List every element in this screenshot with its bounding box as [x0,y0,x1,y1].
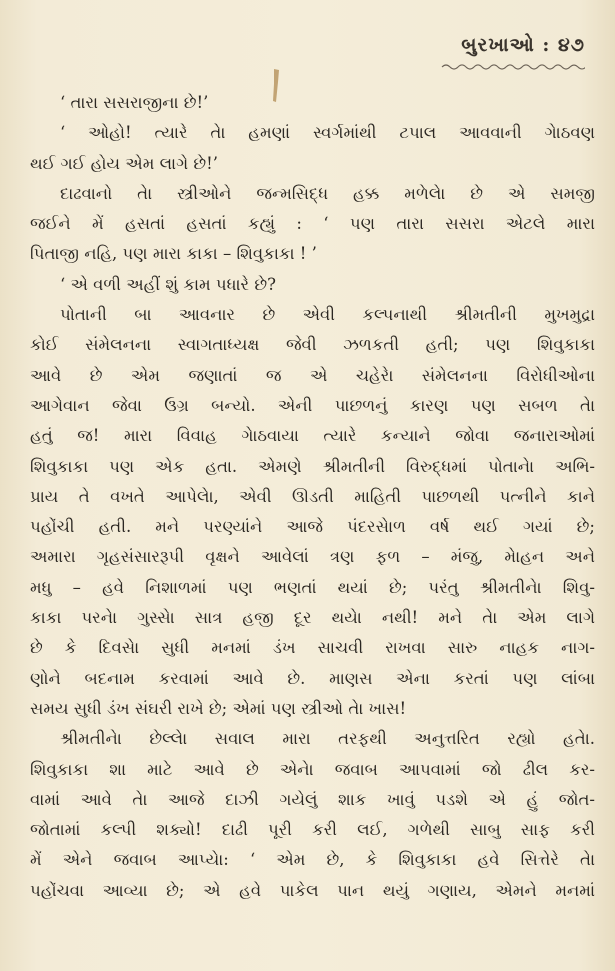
running-head: બુરખાઓ : ૪૭ [461,34,585,56]
text-line: આગેવાન જેવા ઉગ્ર બન્યો. એની પાછળનું કારણ પણ સબળ તેા [30,395,595,415]
text-line: હતું જ! મારા વિવાહ ગેાઠવાયા ત્યારે કન્યાને જોવા જનારાઓમાં [30,426,595,446]
text-line: મેં એને જવાબ આપ્યેા: ‘ એમ છે, કે શિવુકાકા હવે સિત્તેરે તેા [30,850,595,870]
text-line: સમય સુધી ડંખ સંઘરી રાખે છે; એમાં પણ સ્ત્રીઓ તેા ખાસ! [30,698,407,718]
text-line: વામાં આવે તેા આજે દાઝી ગયેલું શાક ખાવું પડશે એ હું જોત- [30,789,595,809]
text-line: આવે છે એમ જણાતાં જ એ ચહેરેા સંમેલનના વિરોધીઓના [30,365,595,385]
text-line: કાકા પરનેા ગુસ્સેા સાત્ર હજી દૂર થયેા નથી! મને તેા એમ લાગે [30,608,595,628]
text-line: પ્રાય તે વખતે આપેલેા, એવી ઊડતી માહિતી પાછળથી પત્નીને કાને [30,486,595,506]
text-line: ‘ ઓહો! ત્યારે તેા હમણાં સ્વર્ગમાંથી ટપાલ આવવાની ગેાઠવણ [60,123,595,143]
text-line: પહોંચવા આવ્યા છે; એ હવે પાકેલ પાન થયું ગણાય, એમને મનમાં [30,880,595,900]
header-ornament-rule [440,62,585,72]
text-line: છે કે દિવસેા સુધી મનમાં ડંખ સાચવી રાખવા સારુ નાહક નાગ- [30,638,595,658]
text-line: ‘ તારા સસરાજીના છે!’ [60,93,209,112]
text-line: શિવુકાકા પણ એક હતા. એમણે શ્રીમતીની વિરુદ્ધમાં પોતાનેા અભિ- [30,456,595,476]
text-line: પોતાની બા આવનાર છે એવી કલ્પનાથી શ્રીમતીની મુખમુદ્રા [60,305,595,325]
text-line: થઈ ગઈ હોય એમ લાગે છે!’ [30,153,219,173]
text-line: કોઈ સંમેલનના સ્વાગતાધ્યક્ષ જેવી ઝળકતી હતી; પણ શિવુકાકા [30,335,595,355]
text-line: ણોને બદનામ કરવામાં આવે છે. માણસ એના કરતાં પણ લાંબા [30,668,595,688]
text-line: શ્રીમતીનેા છેલ્લેા સવાલ મારા તરફથી અનુત્તરિત રહ્યો હતેા. [60,729,595,749]
text-line: પિતાજી નહિ, પણ મારા કાકા – શિવુકાકા ! ’ [30,244,317,264]
text-line: જોતામાં કલ્પી શક્યો! દાઢી પૂરી કરી લઈ, ગળેથી સાબુ સાફ કરી [30,820,595,840]
text-line: દાઢવાનો તેા સ્ત્રીઓને જન્મસિદ્ધ હક્ક મળેલેા છે એ સમજી [60,183,595,203]
text-line: પહોંચી હતી. મને પરણ્યાંને આજે પંદરસેાળ વર્ષ થઈ ગયાં છે; [30,517,595,537]
text-line: મધુ – હવે નિશાળમાં પણ ભણતાં થયાં છે; પરંતુ શ્રીમતીનેા શિવુ- [30,577,595,597]
text-line: ‘ એ વળી અહીં શું કામ પધારે છે? [60,274,276,294]
text-line: શિવુકાકા શા માટે આવે છે એનેા જવાબ આપવામાં જો ઢીલ કર- [30,759,595,779]
text-line: અમારા ગૃહસંસારરૂપી વૃક્ષને આવેલાં ત્રણ ફળ – મંજુ, મેાહન અને [30,547,595,567]
body-text [30,88,595,906]
text-line: જઈને મેં હસતાં હસતાં કહ્યું : ‘ પણ તારા સસરા એટલે મારા [30,214,595,234]
